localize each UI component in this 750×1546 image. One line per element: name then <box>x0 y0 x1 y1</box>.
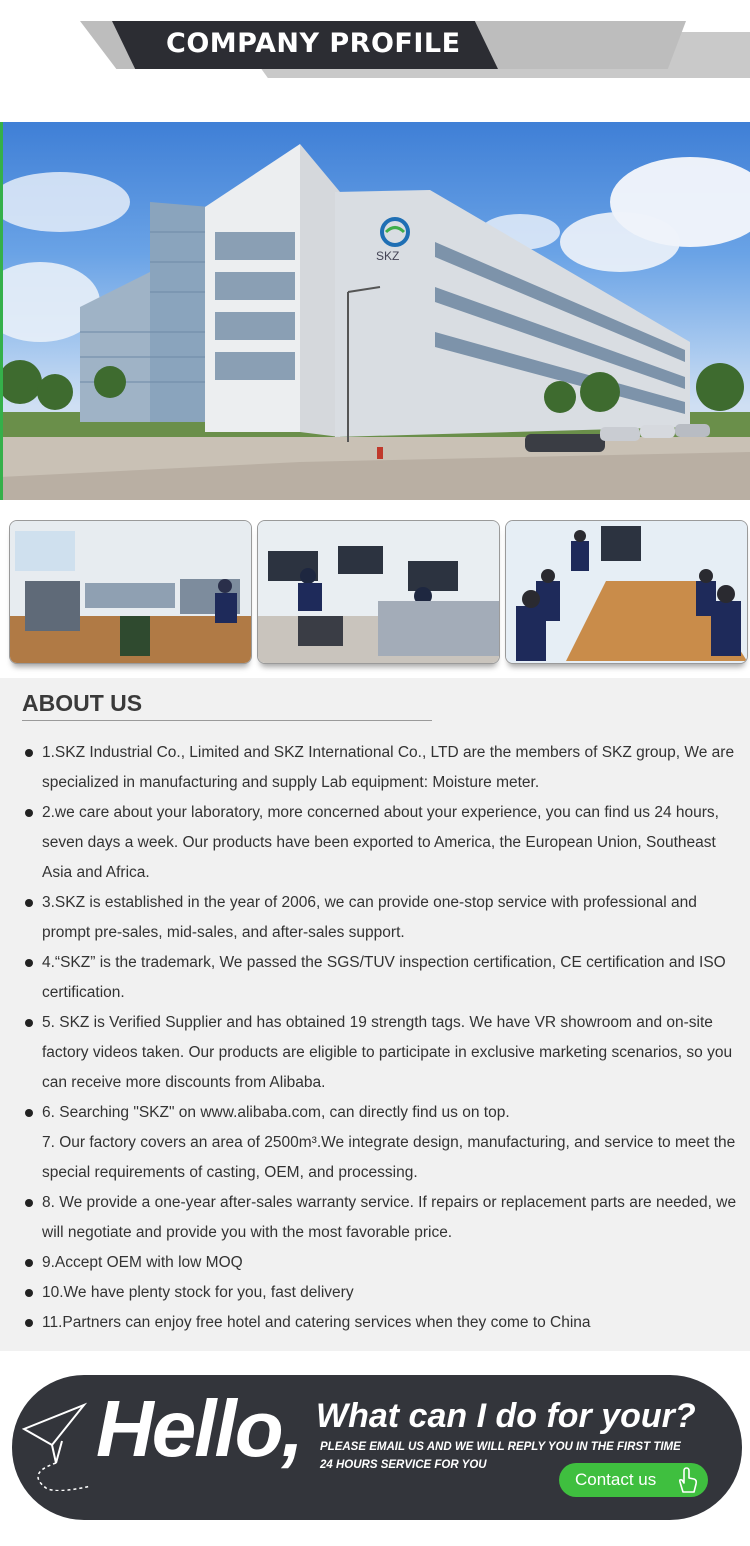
hero-accent-bar <box>0 122 3 500</box>
building-logo-text: SKZ <box>376 249 400 263</box>
list-item: 8. We provide a one-year after-sales warranty service. If repairs or replacement parts are needed, we will negotiate and provide you with the most favorable price. <box>22 1188 740 1248</box>
list-item: 3.SKZ is established in the year of 2006, we can provide one-stop service with professional and prompt pre-sales, mid-sales, and after-sales support. <box>22 888 740 948</box>
office-photo-3 <box>505 520 748 664</box>
list-item: 10.We have plenty stock for you, fast delivery <box>22 1278 740 1308</box>
about-section <box>0 678 750 1351</box>
about-divider <box>22 720 432 721</box>
office-photo-2 <box>257 520 500 664</box>
list-item: 11.Partners can enjoy free hotel and catering services when they come to China <box>22 1308 740 1338</box>
hello-line-2: 24 HOURS SERVICE FOR YOU <box>320 1459 487 1471</box>
list-item: 9.Accept OEM with low MOQ <box>22 1248 740 1278</box>
list-item: 5. SKZ is Verified Supplier and has obtained 19 strength tags. We have VR showroom and on-site factory videos taken. Our products are eligible to participate in exclusive marketing scenarios, so you can receive more discounts from Alibaba. <box>22 1008 740 1098</box>
list-item: 6. Searching "SKZ" on www.alibaba.com, can directly find us on top. <box>22 1098 740 1128</box>
paper-plane-icon <box>22 1401 92 1491</box>
about-list <box>22 738 740 1338</box>
building-illustration <box>0 122 750 500</box>
list-item: 4.“SKZ” is the trademark, We passed the SGS/TUV inspection certification, CE certification and ISO certification. <box>22 948 740 1008</box>
list-item: 2.we care about your laboratory, more concerned about your experience, you can find us 24 hours, seven days a week. Our products have been exported to America, the European Union, Southeast Asia and Africa. <box>22 798 740 888</box>
list-item: 7. Our factory covers an area of 2500m³.We integrate design, manufacturing, and service to meet the special requirements of casting, OEM, and processing. <box>42 1134 736 1181</box>
contact-banner <box>0 1351 750 1546</box>
contact-us-button[interactable] <box>559 1463 708 1497</box>
hello-line-1: PLEASE EMAIL US AND WE WILL REPLY YOU IN THE FIRST TIME <box>320 1441 681 1453</box>
office-photo-1 <box>9 520 252 664</box>
hero-building-image <box>0 122 750 500</box>
contact-banner-pill <box>12 1375 742 1520</box>
page-title: COMPANY PROFILE <box>166 28 461 59</box>
header-banner <box>0 0 750 100</box>
hello-question: What can I do for your? <box>316 1397 696 1435</box>
about-heading: ABOUT US <box>22 690 143 716</box>
pointing-hand-icon <box>674 1466 700 1494</box>
contact-us-label: Contact us <box>575 1470 657 1489</box>
hello-heading: Hello, <box>96 1384 302 1473</box>
list-item: 1.SKZ Industrial Co., Limited and SKZ International Co., LTD are the members of SKZ group, We are specialized in manufacturing and supply Lab equipment: Moisture meter. <box>22 738 740 798</box>
office-thumbnails <box>0 500 750 678</box>
